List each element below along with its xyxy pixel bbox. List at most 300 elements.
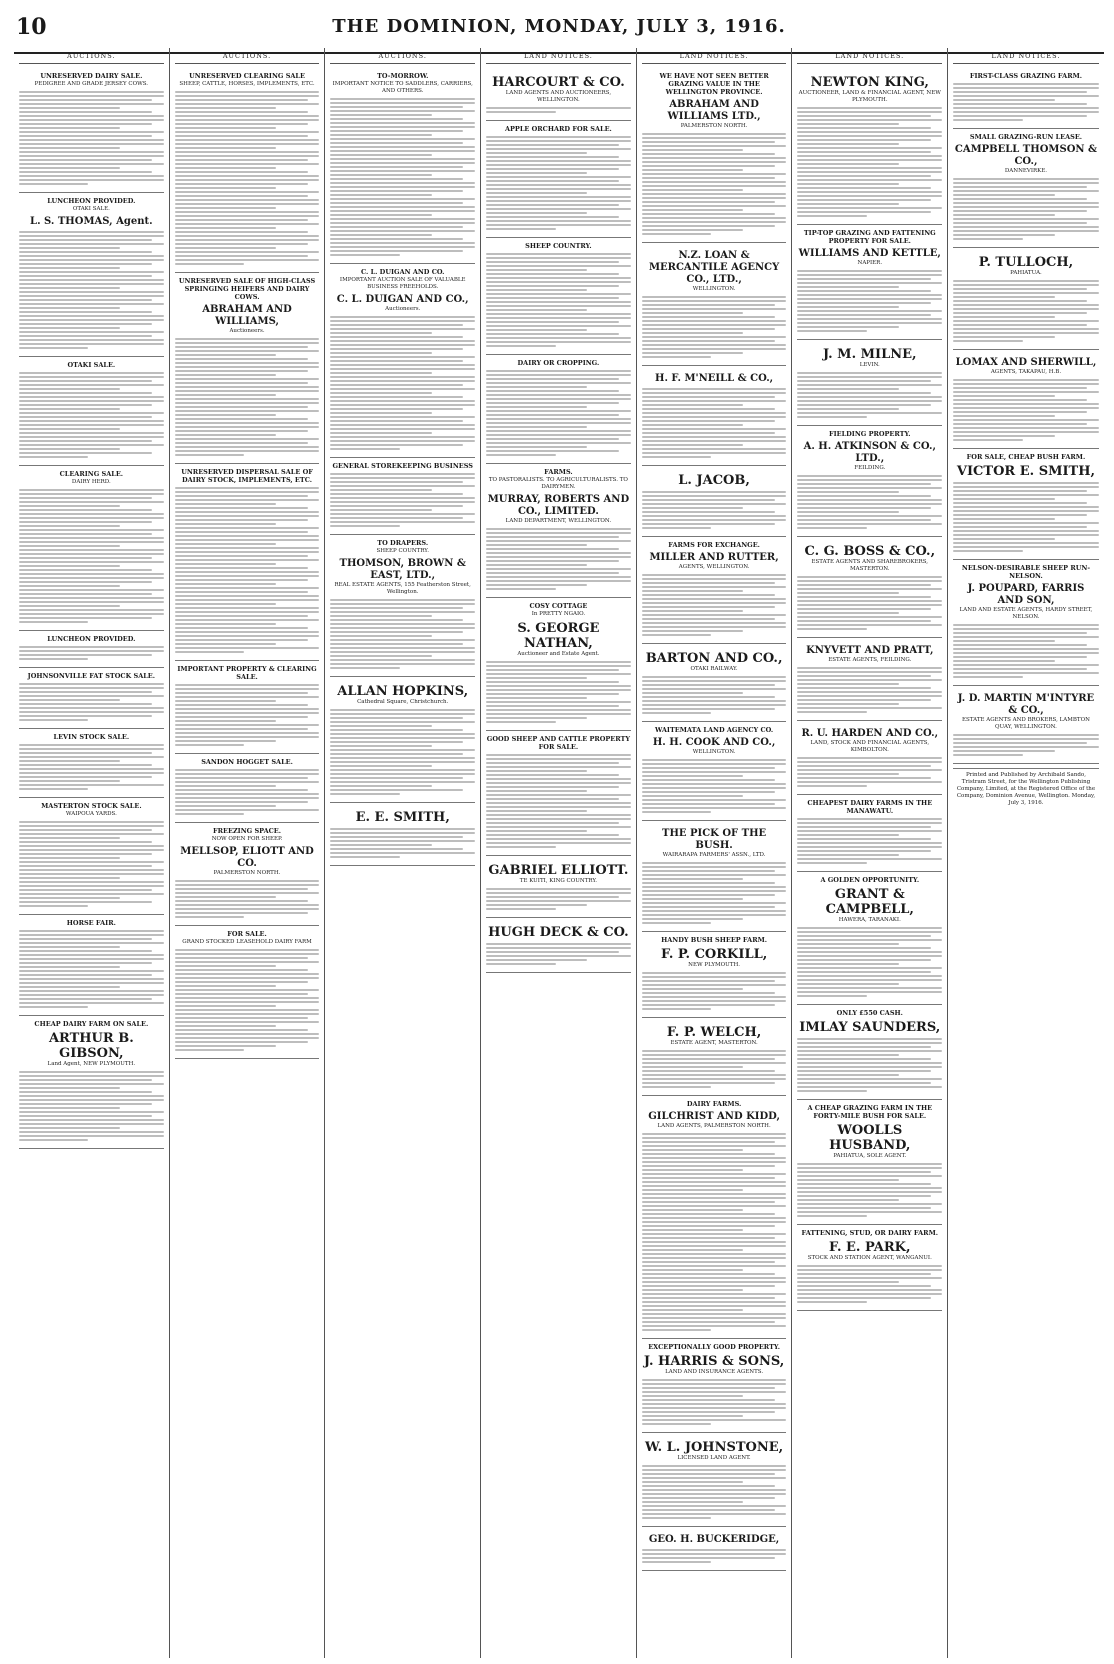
text-line <box>330 599 475 601</box>
notice-subtitle: IMPORTANT AUCTION SALE OF VALUABLE BUSINESS FREEHOLDS. <box>339 277 466 290</box>
text-line <box>175 151 320 153</box>
text-line <box>642 1241 787 1243</box>
notice-body-text <box>175 91 320 265</box>
text-line <box>19 893 164 895</box>
text-line <box>797 695 942 697</box>
text-line <box>953 328 1099 330</box>
text-line <box>486 758 631 760</box>
notice-body-text <box>486 943 631 965</box>
notice <box>797 1005 942 1100</box>
text-line <box>642 392 787 394</box>
text-line <box>330 340 475 342</box>
text-line <box>953 506 1099 508</box>
text-line <box>19 408 120 410</box>
notice-agent-address: PALMERSTON NORTH. <box>680 123 748 129</box>
text-line <box>797 384 942 386</box>
text-line <box>797 691 942 693</box>
text-line <box>486 140 631 142</box>
notice-title: FATTENING, STUD, OR DAIRY FARM. <box>801 1229 939 1237</box>
text-line <box>642 456 711 458</box>
text-line <box>19 691 152 693</box>
text-line <box>19 772 164 774</box>
text-line <box>642 811 711 813</box>
text-line <box>19 331 164 333</box>
text-line <box>642 1497 775 1499</box>
text-line <box>175 813 244 815</box>
text-line <box>642 523 775 525</box>
text-line <box>330 489 431 491</box>
text-line <box>797 302 930 304</box>
notice-title: FOR SALE. <box>227 930 267 938</box>
notice-body-text <box>175 487 320 653</box>
text-line <box>330 324 463 326</box>
text-line <box>19 1103 152 1105</box>
text-line <box>175 639 308 641</box>
text-line <box>642 1050 787 1052</box>
text-line <box>797 699 930 701</box>
text-line <box>486 782 631 784</box>
text-line <box>642 586 787 588</box>
text-line <box>19 243 164 245</box>
text-line <box>642 1213 775 1215</box>
text-line <box>953 218 1099 220</box>
text-line <box>330 380 475 382</box>
notice <box>175 926 320 1059</box>
text-line <box>797 943 898 945</box>
text-line <box>175 884 320 886</box>
text-line <box>953 415 1055 417</box>
text-line <box>642 1253 787 1255</box>
text-line <box>175 259 320 261</box>
notice-agent-name: MELLSOP, ELIOTT AND CO. <box>180 846 314 869</box>
notice-agent-address: AGENTS, TAKAPAU, H.B. <box>990 369 1062 375</box>
text-line <box>19 279 164 281</box>
text-line <box>642 444 743 446</box>
notice-agent-name: J. POUPARD, FARRIS AND SON, <box>967 583 1085 606</box>
text-line <box>953 320 1099 322</box>
notice-agent-name: H. F. M'NEILL & CO., <box>655 373 774 384</box>
text-line <box>486 560 619 562</box>
text-line <box>486 673 631 675</box>
text-line <box>642 1000 787 1002</box>
text-line <box>953 514 1087 516</box>
text-line <box>486 665 631 667</box>
text-line <box>175 1013 320 1015</box>
text-line <box>642 328 775 330</box>
text-line <box>175 414 276 416</box>
text-line <box>953 336 1055 338</box>
notice-agent-name: WILLIAMS AND KETTLE, <box>798 248 941 259</box>
text-line <box>642 1407 787 1409</box>
text-line <box>330 254 399 256</box>
text-line <box>330 356 475 358</box>
text-line <box>642 1062 787 1064</box>
notice-agent-address: REAL ESTATE AGENTS, 155 Featherston Street, Wellington. <box>334 582 471 595</box>
text-line <box>19 557 152 559</box>
text-line <box>175 350 320 352</box>
text-line <box>19 1071 164 1073</box>
text-line <box>330 364 475 366</box>
notice <box>642 722 787 821</box>
text-line <box>330 344 475 346</box>
text-line <box>486 144 619 146</box>
text-line <box>642 1313 787 1315</box>
text-line <box>797 1070 930 1072</box>
text-line <box>175 728 308 730</box>
notice-title: A GOLDEN OPPORTUNITY. <box>820 876 920 884</box>
text-line <box>486 564 587 566</box>
text-line <box>797 975 942 977</box>
text-line <box>175 430 308 432</box>
text-line <box>175 175 320 177</box>
text-line <box>486 402 619 404</box>
text-line <box>642 606 775 608</box>
text-line <box>642 201 775 203</box>
text-line <box>797 963 898 965</box>
text-line <box>642 1305 787 1307</box>
notice <box>642 1339 787 1433</box>
text-line <box>953 198 1087 200</box>
text-line <box>19 509 152 511</box>
text-line <box>330 659 475 661</box>
notice <box>797 68 942 225</box>
text-line <box>953 530 1099 532</box>
text-line <box>19 845 164 847</box>
notice-body-text <box>486 136 631 230</box>
text-line <box>330 639 475 641</box>
text-line <box>797 947 930 949</box>
text-line <box>642 914 787 916</box>
text-line <box>175 1029 308 1031</box>
text-line <box>797 979 942 981</box>
notice-title: LEVIN STOCK SALE. <box>53 733 130 741</box>
notice-title: COSY COTTAGE <box>529 602 588 610</box>
text-line <box>19 537 164 539</box>
text-line <box>642 700 787 702</box>
text-line <box>175 418 308 420</box>
text-line <box>175 119 320 121</box>
text-line <box>330 316 475 318</box>
notice-agent-name: F. P. WELCH, <box>666 1025 762 1040</box>
notice-body-text <box>19 91 164 185</box>
text-line <box>797 1211 942 1213</box>
text-line <box>642 910 787 912</box>
text-line <box>19 752 152 754</box>
text-line <box>797 167 942 169</box>
text-line <box>953 640 1055 642</box>
text-line <box>486 544 587 546</box>
text-line <box>330 627 475 629</box>
text-line <box>797 282 942 284</box>
text-line <box>175 785 276 787</box>
text-line <box>642 1423 711 1425</box>
text-line <box>19 497 152 499</box>
text-line <box>19 885 164 887</box>
text-line <box>175 199 320 201</box>
text-line <box>175 507 308 509</box>
text-line <box>175 708 320 710</box>
text-line <box>797 119 942 121</box>
text-line <box>330 440 475 442</box>
text-line <box>797 143 898 145</box>
text-line <box>330 352 431 354</box>
text-line <box>797 959 930 961</box>
text-line <box>330 134 431 136</box>
notice-agent-address: PAHIATUA, SOLE AGENT. <box>833 1153 907 1159</box>
text-line <box>797 400 942 402</box>
notice-body-text <box>642 972 787 1010</box>
text-line <box>175 410 320 412</box>
notice-agent-address: LAND, STOCK AND FINANCIAL AGENTS, KIMBOLTON. <box>810 740 930 753</box>
text-line <box>330 737 475 739</box>
notice <box>19 631 164 668</box>
notice-body-text <box>330 98 475 256</box>
text-line <box>953 238 1023 240</box>
notice-title: FIELDING PROPERTY. <box>828 430 911 438</box>
text-line <box>797 1058 930 1060</box>
text-line <box>642 1229 743 1231</box>
text-line <box>19 565 120 567</box>
text-line <box>642 787 787 789</box>
notice-agent-name: N.Z. LOAN & MERCANTILE AGENCY CO., LTD., <box>648 250 780 285</box>
text-line <box>797 987 942 989</box>
notice-body-text <box>642 1549 787 1563</box>
text-line <box>486 374 631 376</box>
text-line <box>19 978 164 980</box>
text-line <box>19 1083 164 1085</box>
text-line <box>642 976 787 978</box>
text-line <box>19 711 164 713</box>
text-line <box>953 435 1055 437</box>
notice-agent-address: WAIRARAPA FARMERS' ASSN., LTD. <box>662 852 766 858</box>
text-line <box>642 692 743 694</box>
text-line <box>19 1095 164 1097</box>
text-line <box>486 410 631 412</box>
notice-agent-name: A. H. ATKINSON & CO., LTD., <box>803 441 936 464</box>
text-line <box>797 1046 930 1048</box>
notice-body-text <box>486 661 631 723</box>
notice <box>19 68 164 193</box>
text-line <box>175 406 308 408</box>
text-line <box>175 438 320 440</box>
text-line <box>797 588 942 590</box>
text-line <box>642 205 787 207</box>
text-line <box>797 1090 866 1092</box>
text-line <box>642 1561 711 1563</box>
text-line <box>175 155 320 157</box>
text-line <box>19 151 164 153</box>
text-line <box>642 1289 743 1291</box>
notice-agent-name: NEWTON KING, <box>810 75 929 90</box>
text-line <box>19 1107 120 1109</box>
text-line <box>330 360 463 362</box>
text-line <box>797 372 942 374</box>
text-line <box>19 707 164 709</box>
notice <box>797 638 942 721</box>
text-line <box>19 901 152 903</box>
notice-title: MASTERTON STOCK SALE. <box>41 802 142 810</box>
text-line <box>19 1131 164 1133</box>
text-line <box>642 594 775 596</box>
text-line <box>486 341 631 343</box>
column-heading: AUCTIONS. <box>175 48 320 64</box>
text-line <box>486 830 587 832</box>
text-line <box>797 1277 942 1279</box>
text-line <box>175 912 308 914</box>
text-line <box>19 748 164 750</box>
text-line <box>642 894 775 896</box>
notice-title: WE HAVE NOT SEEN BETTER GRAZING VALUE IN THE WELLINGTON PROVINCE. <box>659 72 769 96</box>
text-line <box>642 1217 787 1219</box>
notice <box>642 1527 787 1571</box>
notice <box>330 677 475 803</box>
text-line <box>642 185 787 187</box>
notice-body-text <box>19 489 164 623</box>
text-line <box>330 667 399 669</box>
text-line <box>175 688 320 690</box>
text-line <box>175 123 308 125</box>
notice <box>175 754 320 823</box>
text-line <box>797 971 930 973</box>
text-line <box>19 1119 164 1121</box>
notice-agent-address: LEVIN. <box>859 362 880 368</box>
text-line <box>797 487 942 489</box>
text-line <box>486 669 619 671</box>
text-line <box>486 261 619 263</box>
text-line <box>19 91 164 93</box>
text-line <box>175 95 320 97</box>
text-line <box>330 603 475 605</box>
text-line <box>330 444 463 446</box>
text-line <box>797 175 930 177</box>
text-line <box>486 442 631 444</box>
printer-imprint: Printed and Published by Archibald Sando, Tristram Street, for the Wellington Publishing Company, Limited, at the Registered Office of the Company, Dominion Avenue, Wellington. Monday, July 3, 1916. <box>953 768 1099 807</box>
text-line <box>175 575 320 577</box>
text-line <box>330 242 475 244</box>
notice <box>953 248 1099 350</box>
text-line <box>642 424 743 426</box>
text-line <box>642 1193 787 1195</box>
text-line <box>486 224 631 226</box>
text-line <box>330 773 475 775</box>
text-line <box>330 525 399 527</box>
notice-agent-address: DANNEVIRKE. <box>1004 168 1048 174</box>
notice <box>486 355 631 464</box>
notice <box>175 464 320 661</box>
text-line <box>642 676 787 678</box>
text-line <box>486 888 631 890</box>
text-line <box>953 182 1099 184</box>
text-line <box>797 711 866 713</box>
notice-agent-address: ESTATE AGENTS, FEILDING. <box>828 657 912 663</box>
text-line <box>797 376 942 378</box>
text-line <box>19 877 120 879</box>
text-line <box>175 793 320 795</box>
text-line <box>330 852 475 854</box>
text-line <box>953 636 1099 638</box>
text-line <box>642 1391 787 1393</box>
text-line <box>19 593 152 595</box>
text-line <box>642 622 787 624</box>
text-line <box>175 159 308 161</box>
text-line <box>642 972 787 974</box>
text-line <box>953 99 1055 101</box>
text-line <box>330 623 475 625</box>
text-line <box>486 955 631 957</box>
text-line <box>19 127 120 129</box>
text-line <box>19 857 120 859</box>
text-line <box>642 515 787 517</box>
text-line <box>19 873 164 875</box>
text-line <box>642 1153 775 1155</box>
text-line <box>175 179 320 181</box>
notice-agent-name: GABRIEL ELLIOTT. <box>488 863 629 878</box>
text-line <box>642 165 775 167</box>
text-line <box>175 1001 320 1003</box>
text-line <box>486 959 587 961</box>
text-line <box>175 251 320 253</box>
text-line <box>797 939 942 941</box>
text-line <box>175 595 320 597</box>
text-line <box>797 757 942 759</box>
text-line <box>175 957 308 959</box>
text-line <box>642 229 743 231</box>
text-line <box>330 793 399 795</box>
text-line <box>19 974 152 976</box>
text-line <box>175 1033 320 1035</box>
text-line <box>175 535 320 537</box>
text-line <box>486 717 587 719</box>
text-line <box>175 547 320 549</box>
text-line <box>486 576 631 578</box>
text-line <box>642 1149 743 1151</box>
text-line <box>175 515 320 517</box>
text-line <box>175 1025 276 1027</box>
text-line <box>486 834 619 836</box>
text-line <box>797 503 942 505</box>
text-line <box>797 967 942 969</box>
text-line <box>642 1145 787 1147</box>
text-line <box>330 432 431 434</box>
text-line <box>19 1123 164 1125</box>
text-line <box>797 306 898 308</box>
text-line <box>642 1070 775 1072</box>
notice-agent-name: THOMSON, BROWN & EAST, LTD., <box>339 558 466 581</box>
text-line <box>330 785 431 787</box>
text-line <box>797 777 930 779</box>
text-line <box>330 420 463 422</box>
notice-body-text <box>953 482 1099 552</box>
text-line <box>19 311 152 313</box>
text-line <box>642 448 787 450</box>
text-line <box>330 717 463 719</box>
text-line <box>330 647 475 649</box>
notice-agent-name: C. G. BOSS & CO., <box>804 544 936 559</box>
text-line <box>797 507 930 509</box>
text-line <box>175 563 276 565</box>
text-line <box>797 187 930 189</box>
text-line <box>19 658 88 660</box>
text-line <box>486 148 631 150</box>
text-line <box>330 210 475 212</box>
text-line <box>19 990 164 992</box>
text-line <box>797 1062 942 1064</box>
text-line <box>330 615 431 617</box>
text-line <box>797 995 866 997</box>
text-line <box>642 503 787 505</box>
text-line <box>19 744 164 746</box>
text-line <box>175 235 320 237</box>
